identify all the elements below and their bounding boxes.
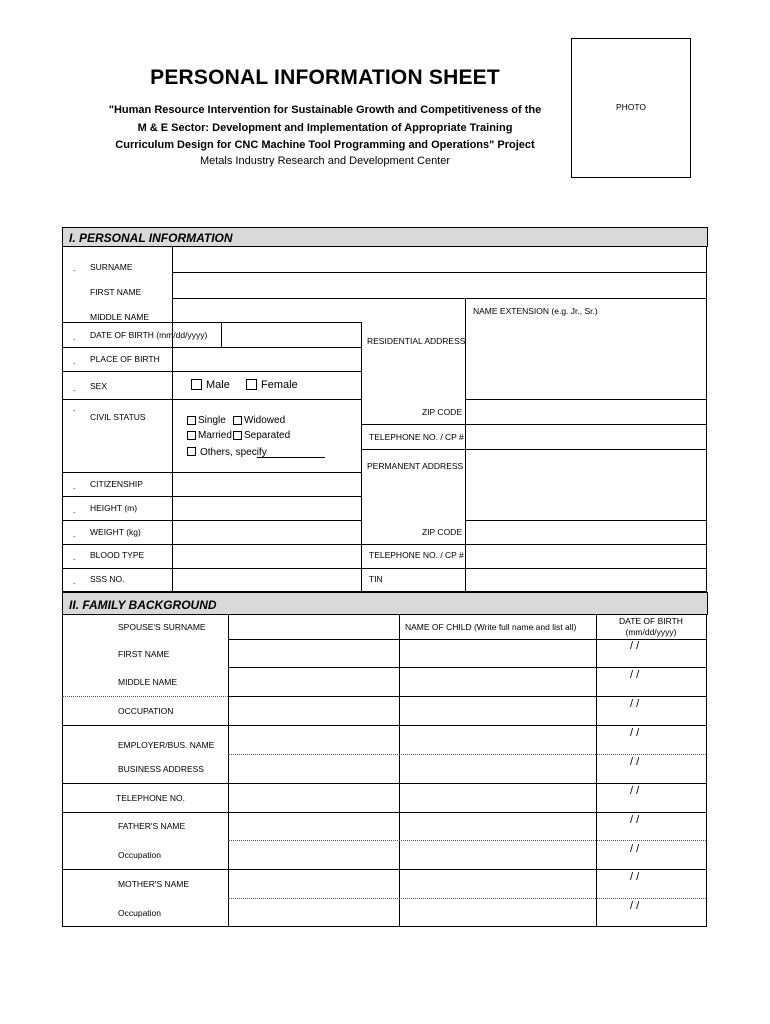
divider	[361, 424, 706, 425]
frame-left	[62, 246, 63, 591]
divider	[465, 399, 706, 400]
bullet: .	[73, 356, 76, 366]
spouse-middle-name-label: MIDDLE NAME	[118, 677, 178, 687]
business-address-label: BUSINESS ADDRESS	[118, 764, 204, 774]
mothers-name-label: MOTHER'S NAME	[118, 879, 190, 889]
child-dob-7[interactable]: / /	[630, 814, 640, 826]
divider	[399, 614, 400, 926]
occupation-label: OCCUPATION	[118, 706, 174, 716]
project-title-line-2: M & E Sector: Development and Implementation of Appropriate Training	[137, 122, 513, 134]
child-dob-2[interactable]: / /	[630, 669, 640, 681]
height-label: HEIGHT (m)	[90, 503, 138, 513]
divider	[62, 568, 706, 569]
divider	[62, 544, 706, 545]
others-specify-line[interactable]	[257, 457, 325, 458]
single-option-label: Single	[198, 415, 226, 426]
bullet: .	[73, 263, 76, 273]
frame-right	[706, 246, 707, 591]
frame-left	[62, 614, 63, 926]
dob-header-line-1: DATE OF BIRTH	[619, 616, 683, 626]
personal-info-header	[62, 227, 708, 247]
frame-bottom	[62, 926, 707, 927]
zip-code-label-2: ZIP CODE	[422, 527, 462, 537]
divider	[228, 614, 229, 926]
child-dob-5[interactable]: / /	[630, 756, 640, 768]
photo-label: PHOTO	[615, 102, 647, 112]
divider	[172, 272, 706, 273]
divider	[172, 298, 706, 299]
child-dob-4[interactable]: / /	[630, 727, 640, 739]
divider	[62, 371, 361, 372]
family-background-header	[62, 592, 708, 615]
separated-option-label: Separated	[244, 430, 291, 441]
divider	[228, 667, 706, 668]
project-title-line-1: "Human Resource Intervention for Sustainable Growth and Competitiveness of the	[108, 104, 542, 116]
child-name-header: NAME OF CHILD (Write full name and list all)	[405, 622, 577, 632]
middle-name-label: MIDDLE NAME	[90, 312, 150, 322]
child-dob-10[interactable]: / /	[630, 900, 640, 912]
personal-info-title: I. PERSONAL INFORMATION	[69, 231, 233, 245]
surname-label: SURNAME	[90, 262, 133, 272]
spouse-first-name-label: FIRST NAME	[118, 649, 170, 659]
child-dob-8[interactable]: / /	[630, 843, 640, 855]
divider	[228, 840, 706, 841]
bullet: .	[73, 481, 76, 491]
bullet: .	[73, 529, 76, 539]
widowed-checkbox[interactable]	[233, 416, 242, 425]
widowed-option-label: Widowed	[244, 415, 286, 426]
female-checkbox[interactable]	[246, 379, 257, 390]
others-checkbox[interactable]	[187, 447, 196, 456]
project-title-line-3: Curriculum Design for CNC Machine Tool Programming and Operations" Project	[115, 139, 535, 151]
tin-label: TIN	[369, 574, 383, 584]
others-option-label: Others, specify	[200, 447, 267, 458]
divider	[62, 783, 706, 784]
male-checkbox[interactable]	[191, 379, 202, 390]
bullet: .	[73, 576, 76, 586]
divider	[228, 898, 706, 899]
separated-checkbox[interactable]	[233, 431, 242, 440]
dob-header-line-2: (mm/dd/yyyy)	[625, 627, 677, 637]
organization-name: Metals Industry Research and Development Center	[199, 155, 451, 167]
female-option-label: Female	[261, 379, 298, 391]
telephone-label-2: TELEPHONE NO. / CP #	[369, 550, 464, 560]
photo-box[interactable]	[571, 38, 691, 178]
child-dob-6[interactable]: / /	[630, 785, 640, 797]
divider	[62, 725, 706, 726]
divider	[62, 520, 361, 521]
spouse-surname-label: SPOUSE'S SURNAME	[118, 622, 206, 632]
divider	[62, 696, 228, 697]
child-dob-9[interactable]: / /	[630, 871, 640, 883]
divider	[228, 754, 706, 755]
divider	[221, 322, 222, 347]
divider	[596, 614, 597, 926]
bullet: .	[73, 505, 76, 515]
permanent-address-label: PERMANENT ADDRESS	[367, 461, 464, 471]
civil-status-label: CIVIL STATUS	[90, 412, 146, 422]
divider	[62, 869, 706, 870]
name-extension-label: NAME EXTENSION (e.g. Jr., Sr.)	[473, 306, 598, 316]
citizenship-label: CITIZENSHIP	[90, 479, 143, 489]
page-title: PERSONAL INFORMATION SHEET	[150, 66, 500, 89]
bullet: .	[73, 383, 76, 393]
sex-label: SEX	[90, 381, 108, 391]
date-of-birth-label: DATE OF BIRTH (mm/dd/yyyy)	[90, 330, 208, 340]
zip-code-label: ZIP CODE	[422, 407, 462, 417]
bullet: .	[73, 552, 76, 562]
child-dob-1[interactable]: / /	[630, 640, 640, 652]
employer-label: EMPLOYER/BUS. NAME	[118, 740, 215, 750]
divider	[62, 496, 361, 497]
bullet: .	[73, 332, 76, 342]
married-option-label: Married	[198, 430, 232, 441]
frame-right	[706, 614, 707, 926]
divider	[465, 520, 706, 521]
married-checkbox[interactable]	[187, 431, 196, 440]
divider	[62, 399, 361, 400]
telephone-label: TELEPHONE NO. / CP #	[369, 432, 464, 442]
male-option-label: Male	[206, 379, 230, 391]
family-background-title: II. FAMILY BACKGROUND	[69, 598, 217, 612]
divider	[62, 347, 361, 348]
single-checkbox[interactable]	[187, 416, 196, 425]
place-of-birth-label: PLACE OF BIRTH	[90, 354, 160, 364]
divider	[361, 322, 362, 591]
divider	[361, 449, 706, 450]
child-dob-3[interactable]: / /	[630, 698, 640, 710]
father-occupation-label: Occupation	[118, 850, 161, 860]
divider	[62, 472, 361, 473]
residential-address-label: RESIDENTIAL ADDRESS	[367, 336, 466, 346]
telephone-label-family: TELEPHONE NO.	[116, 793, 185, 803]
blood-type-label: BLOOD TYPE	[90, 550, 145, 560]
mother-occupation-label: Occupation	[118, 908, 161, 918]
sss-no-label: SSS NO.	[90, 574, 125, 584]
first-name-label: FIRST NAME	[90, 287, 142, 297]
weight-label: WEIGHT (kg)	[90, 527, 141, 537]
divider	[228, 696, 706, 697]
bullet: .	[73, 403, 76, 413]
divider	[62, 812, 706, 813]
fathers-name-label: FATHER'S NAME	[118, 821, 186, 831]
divider	[62, 322, 361, 323]
